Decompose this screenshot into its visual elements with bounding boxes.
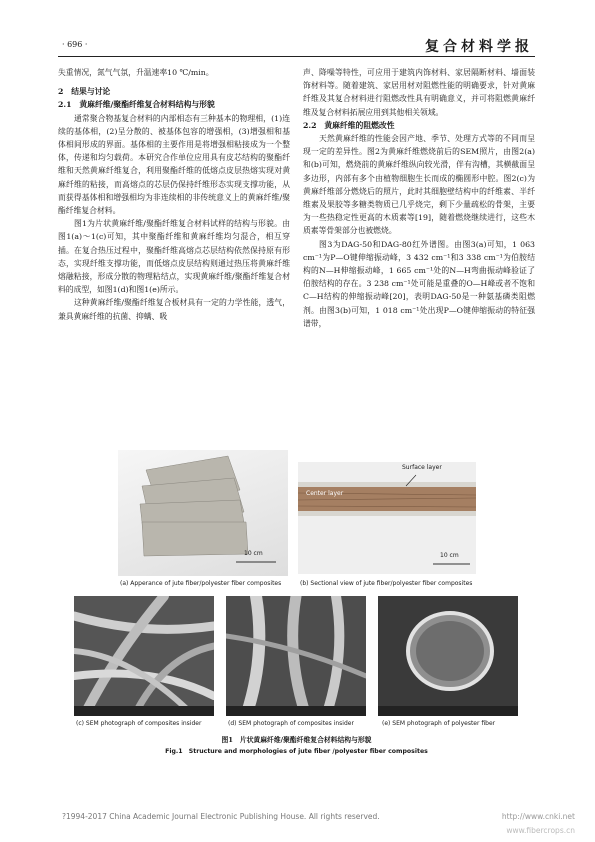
- right-column: [303, 66, 535, 330]
- paragraph: 图3为DAG-50和DAG-80红外谱图。由图3(a)可知，1 063 cm⁻¹为P—O键伸缩振动峰，3 432 cm⁻¹和3 338 cm⁻¹为伯胺结构的N—H伸缩振动峰，1 665 cm⁻¹处的N—H弯曲振动峰验证了伯胺结构的存在。3 238 cm⁻¹处可能是重叠的O—H峰或者不饱和C—H结构的伸缩振动峰[20]，表明DAG-50是一种氨基磷类阻燃剂。由图3(b)可知，1 018 cm⁻¹处出现P—O键伸缩振动的特征强谱带，: [303, 239, 535, 328]
- subsection-heading: 2.1 黄麻纤维/聚酯纤维复合材料结构与形貌: [58, 100, 215, 110]
- sem-photo-e: [378, 596, 518, 716]
- paragraph: 失重情况，氮气气氛，升温速率10 ℃/min。: [58, 68, 214, 77]
- surface-layer-label: Surface layer: [402, 464, 442, 471]
- subfigure-caption-a: (a) Apperance of jute fiber/polyester fiber composites: [120, 580, 282, 587]
- center-layer-label: Center layer: [306, 490, 344, 497]
- scale-label: 10 cm: [440, 552, 459, 559]
- subfigure-caption-d: (d) SEM photograph of composites insider: [228, 720, 354, 727]
- scale-label: 10 cm: [244, 550, 263, 557]
- paragraph: 通常聚合物基复合材料的内部相态有三种基本的物理相，(1)连续的基体相，(2)呈分散的、被基体包容的增强相，(3)增强相和基体相间形成的界面。基体相的主要作用是将增强相粘接成为一个整体，传递和均匀载荷。本研究合作单位应用具有皮芯结构的聚酯纤维和天然黄麻纤维复合，利用聚酯纤维的低熔点皮层热熔实现对黄麻纤维的粘接，而高熔点的芯层仍保持纤维形态实现支撑功能，从而获得基体相和增强相均为非连续相的非传统意义上的黄麻纤维/聚酯纤维复合材料。: [58, 113, 290, 216]
- subfigure-caption-b: (b) Sectional view of jute fiber/polyester fiber composites: [300, 580, 473, 587]
- left-column: [58, 66, 290, 323]
- section-heading: 2 结果与讨论: [58, 87, 111, 97]
- copyright-footer: ?1994-2017 China Academic Journal Electronic Publishing House. All rights reserved.: [62, 812, 380, 821]
- journal-title: 复合材料学报: [425, 39, 533, 55]
- figure-title-en: Fig.1 Structure and morphologies of jute fiber /polyester fiber composites: [165, 748, 428, 755]
- figure-1: [58, 448, 535, 755]
- site-link[interactable]: http://www.cnki.net: [501, 812, 575, 821]
- page-number: · 696 ·: [62, 40, 88, 49]
- subfigure-caption-e: (e) SEM photograph of polyester fiber: [382, 720, 496, 727]
- paragraph: 图1为片状黄麻纤维/聚酯纤维复合材料试样的结构与形貌。由图1(a)～1(c)可知，其中聚酯纤维和黄麻纤维均匀混合，相互穿插。在复合热压过程中，聚酯纤维高熔点芯层结构依然保持原有形态，实现纤维支撑功能，而低熔点皮层结构则通过热压将黄麻纤维熔融粘接，形成分散的物理粘结点，实现黄麻纤维/聚酯纤维复合材料的成型，如图1(d)和图1(e)所示。: [58, 219, 290, 295]
- sem-photo-c: [74, 596, 214, 716]
- subsection-heading: 2.2 黄麻纤维的阻燃改性: [303, 120, 395, 130]
- header-rule: [58, 56, 535, 57]
- paragraph: 声、降噪等特性，可应用于建筑内饰材料、家居隔断材料、墙面装饰材料等。随着建筑、家居用材对阻燃性能的明确要求，针对黄麻纤维及其复合材料进行阻燃改性具有明确意义，并可将阻燃黄麻纤维及复合材料拓展应用到其他相关领域。: [303, 68, 535, 117]
- watermark: www.fibercrops.cn: [506, 826, 575, 835]
- paragraph: 这种黄麻纤维/聚酯纤维复合板材具有一定的力学性能，透气，兼具黄麻纤维的抗菌、抑螨、吸: [58, 298, 290, 321]
- photo-sectional-view: [298, 462, 476, 574]
- paragraph: 天然黄麻纤维的性能会因产地、季节、处理方式等的不同而呈现一定的差异性。图2为黄麻纤维燃烧前后的SEM照片，由图2(a)和(b)可知，燃烧前的黄麻纤维纵向较光滑，伴有沟槽，其横截面呈多边形，内部有多个由植物细胞生长而成的椭圆形中腔。图2(c)为黄麻纤维部分燃烧后的照片，此时其细胞壁结构中的纤维素、半纤维素及果胶等多糖类物质已几乎烧完，剩下少量疏松的骨架，主要为一些热稳定性更高的木质素等[19]，随着燃烧继续进行，这些木质素等骨架部分也被燃烧。: [303, 134, 535, 236]
- photo-composite-sheets: [118, 450, 288, 576]
- sem-photo-d: [226, 596, 366, 716]
- subfigure-caption-c: (c) SEM photograph of composites insider: [76, 720, 202, 727]
- figure-title-cn: 图1 片状黄麻纤维/聚酯纤维复合材料结构与形貌: [221, 736, 372, 744]
